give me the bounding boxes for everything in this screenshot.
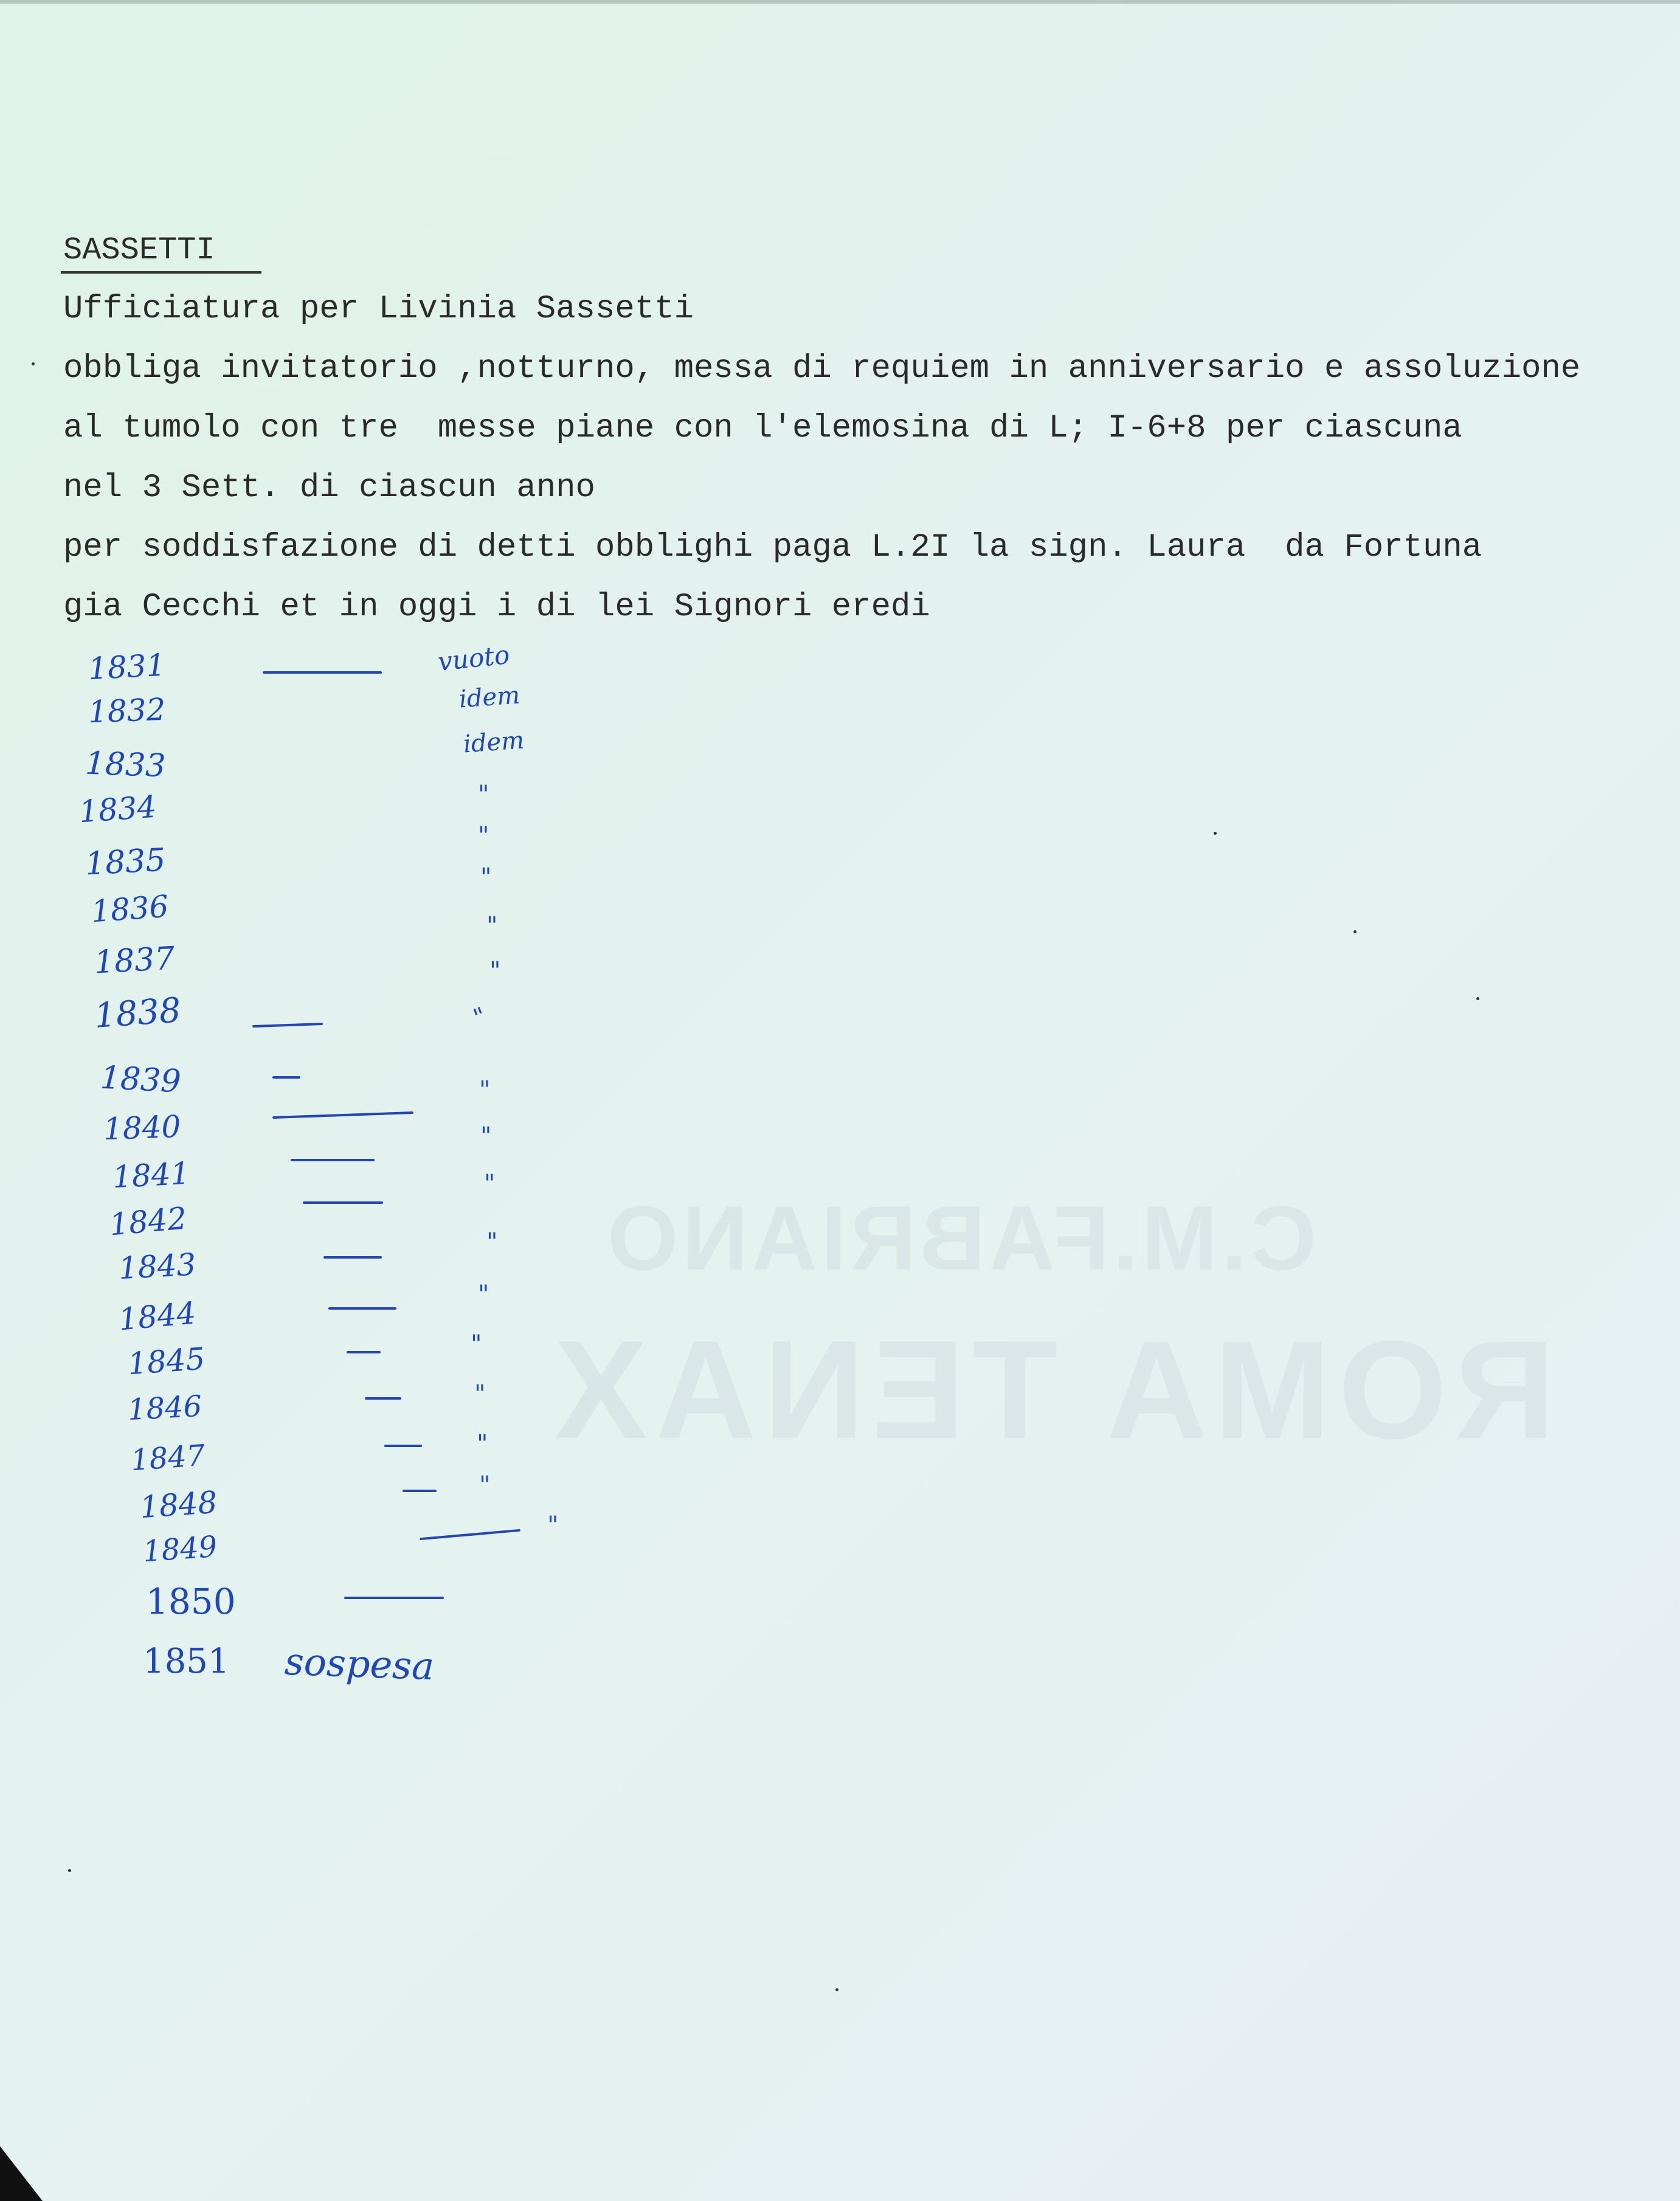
ledger-note: idem xyxy=(458,681,521,714)
ledger-note: " xyxy=(478,781,489,809)
ledger-note: " xyxy=(479,1076,491,1104)
ledger-note: " xyxy=(469,1002,490,1032)
ledger-note: " xyxy=(477,1430,488,1458)
ledger-note-sospesa: sospesa xyxy=(283,1639,435,1689)
ledger-dash xyxy=(403,1490,437,1492)
ledger-year: 1833 xyxy=(84,745,167,785)
ledger-year: 1844 xyxy=(117,1295,198,1338)
ledger-dash xyxy=(347,1351,381,1353)
typed-line-6: gia Cecchi et in oggi i di lei Signori eredi xyxy=(63,589,930,626)
ledger-year: 1851 xyxy=(143,1642,230,1681)
ledger-dash xyxy=(303,1201,383,1204)
ledger-dash xyxy=(272,1111,413,1119)
paper-speck xyxy=(68,1869,71,1872)
typed-line-5: per soddisfazione di detti obblighi paga L.2I la sign. Laura da Fortuna xyxy=(63,529,1482,566)
paper-watermark xyxy=(547,1186,1555,1470)
ledger-dash xyxy=(263,671,382,674)
paper-speck xyxy=(32,362,35,365)
ledger-dash xyxy=(323,1256,382,1259)
paper-speck xyxy=(1353,930,1357,933)
watermark-line-1: C.M.FABRIANO xyxy=(603,1187,1316,1289)
ledger-note: " xyxy=(479,1471,491,1499)
ledger-note: " xyxy=(480,863,492,891)
ledger-dash xyxy=(365,1397,401,1400)
ledger-year: 1834 xyxy=(78,789,158,830)
paper-speck xyxy=(1476,997,1479,1000)
ledger-year: 1835 xyxy=(84,841,167,883)
ledger-note: " xyxy=(471,1330,482,1358)
ledger-year: 1837 xyxy=(93,940,176,981)
typed-line-2: obbliga invitatorio ,notturno, messa di requiem in anniversario e assoluzione xyxy=(63,350,1581,387)
ledger-year: 1839 xyxy=(99,1059,182,1100)
paper-speck xyxy=(1214,832,1217,835)
typed-line-3: al tumolo con tre messe piane con l'elemosina di L; I-6+8 per ciascuna xyxy=(63,410,1462,447)
ledger-year: 1841 xyxy=(111,1155,191,1195)
ledger-note: " xyxy=(486,1228,498,1256)
ledger-note: " xyxy=(474,1380,486,1408)
ledger-year: 1831 xyxy=(87,647,167,687)
ledger-year: 1838 xyxy=(92,990,182,1036)
ledger-year: 1849 xyxy=(142,1529,218,1569)
ledger-year: 1840 xyxy=(103,1108,182,1147)
scan-corner-shadow xyxy=(0,2146,43,2201)
ledger-dash xyxy=(344,1597,444,1599)
ledger-year: 1850 xyxy=(146,1581,236,1622)
ledger-year: 1832 xyxy=(88,691,167,730)
ledger-dash xyxy=(384,1445,422,1447)
ledger-dash xyxy=(272,1076,300,1079)
ledger-note: " xyxy=(547,1512,559,1539)
document-heading: SASSETTI xyxy=(63,232,215,268)
paper-speck xyxy=(835,1988,838,1991)
ledger-dash xyxy=(420,1529,520,1540)
ledger-note: " xyxy=(480,1122,492,1150)
typed-line-4: nel 3 Sett. di ciascun anno xyxy=(63,469,595,506)
ledger-year: 1845 xyxy=(126,1341,207,1382)
ledger-year: 1848 xyxy=(139,1484,219,1525)
ledger-year: 1847 xyxy=(130,1438,206,1478)
ledger-note: " xyxy=(484,1170,496,1198)
watermark-line-2: ROMA TENAX xyxy=(547,1311,1555,1468)
ledger-note: " xyxy=(478,822,489,850)
ledger-dash xyxy=(328,1307,396,1310)
ledger-dash xyxy=(252,1023,323,1028)
ledger-note: " xyxy=(486,912,498,940)
ledger-year: 1843 xyxy=(117,1246,197,1287)
heading-underline xyxy=(61,271,261,274)
ledger-note: idem xyxy=(462,726,525,759)
ledger-year: 1836 xyxy=(90,888,170,930)
ledger-note: " xyxy=(489,957,501,985)
ledger-year: 1846 xyxy=(126,1389,203,1428)
ledger-note: " xyxy=(478,1280,489,1308)
typed-line-1: Ufficiatura per Livinia Sassetti xyxy=(63,291,694,328)
ledger-note: vuoto xyxy=(436,639,511,677)
scan-top-edge xyxy=(0,0,1680,4)
ledger-dash xyxy=(291,1159,375,1161)
ledger-year: 1842 xyxy=(108,1200,188,1243)
